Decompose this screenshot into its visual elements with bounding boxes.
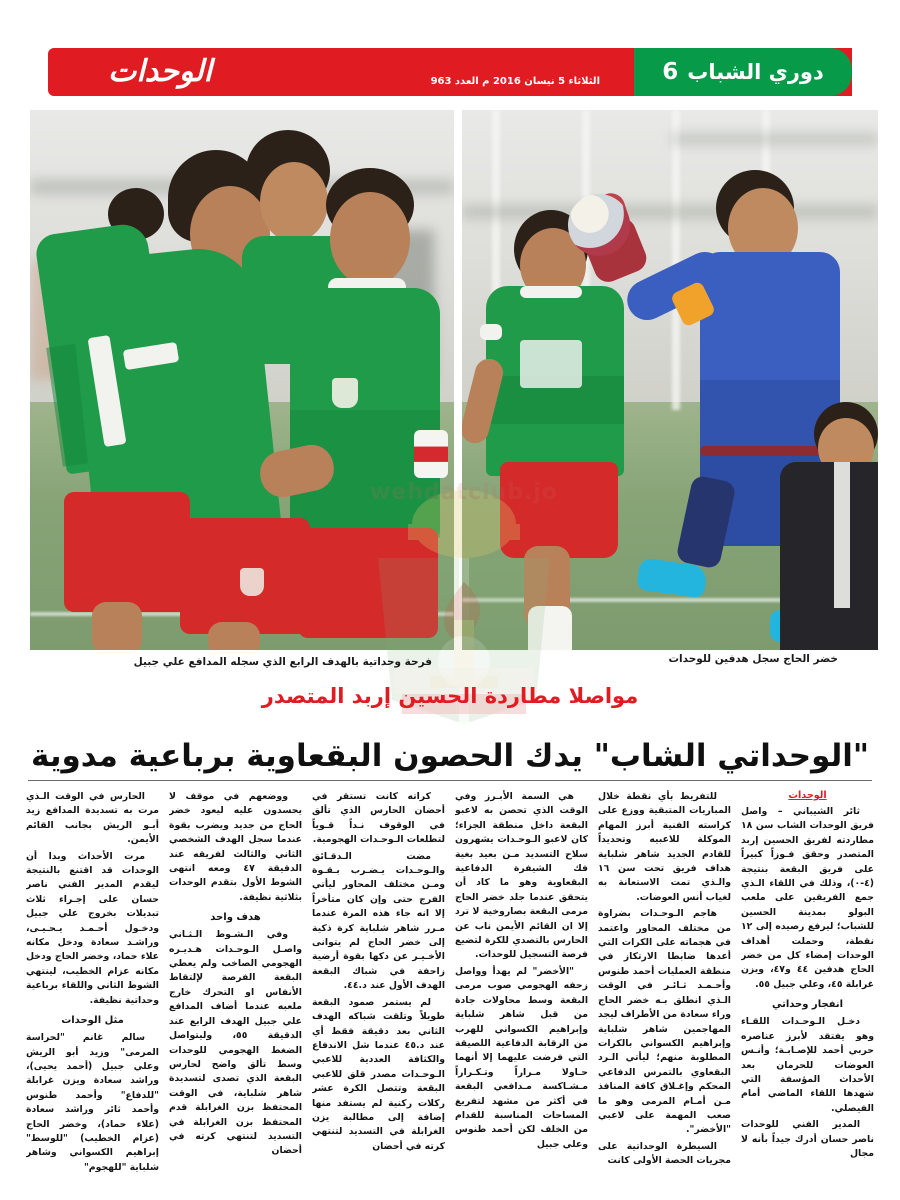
page-title: "الوحداتي الشاب" يدك الحصون البقعاوية برباعية مدوية xyxy=(31,737,869,774)
article-column xyxy=(312,790,445,1200)
background-player-shorts xyxy=(780,608,878,650)
club-crest xyxy=(240,568,264,596)
article-dateline: الوحدات xyxy=(788,790,827,801)
article-paragraph: هي السمة الأبـرز وفي الوقت الذي تحصن به لاعبو البقعة داخل منطقة الجزاء؛ كان لاعبو الـوحـدات يشهرون سلاح التسديد مـن بعيد بغية فك الشيفرة الدفاعية البقعاوية وهو ما كاد أن يتحقق عندما جلد خضر الحاج مرمى البقعة بصاروخية لا ترد إلا ان القائم الأيمن ناب عن الحارس بالتصدي للكرة لتضيع فرصة التسجيل للوحدات. xyxy=(455,791,588,961)
captain-armband xyxy=(414,430,448,478)
player-sleeve-trim xyxy=(480,324,502,340)
article-column xyxy=(169,790,302,1200)
article-paragraph: وفي الـشـوط الـثـاني واصـل الـوحـدات هـديـره الهجومي الصاخب ولم يعطي البقعة الفرصة لإلتقاط الأنفاس او التحرك خارج ملعبه عندما أضاف المدافع علي جبيل الهدف الرابع عند الدقيقة ٥٥، وليتواصل الضغط الهجومي للوحدات وسط تألق واضح لحارس البقعة الذي تصدى لتسديدة شاهر شلباية، في الوقت المحتفظ بزن الغرابلة قدم المحتفظ بزن الغرابلة في التسديد لتنتهي كرته في أحضان xyxy=(169,929,302,1157)
article-paragraph: للتفريط بأي نقطة خلال المباريات المتبقية ووزع على كراسته الفنية أبرز المهام الموكلة للاعبيه وتحديداً للقادم الجديد شاهر شلباية هداف فريق تحت سن ١٦ والـذي تمت الاستعانة به لغياب أنس العوضات. xyxy=(598,791,731,903)
issue-date-line: الثلاثاء 5 نيسان 2016 م العدد 963 xyxy=(430,76,600,87)
article-paragraph: ووضعهم في موقف لا يحسدون عليه ليعود خضر الحاج من جديد ويضرب بقوة عندما سجل الهدف الشخصي الثاني والثالث لفريقه عند الدقيقة ٤٧ ومعه انتهى الشوط الأول بتقدم الوحدات بثلاثية نظيفة. xyxy=(169,791,302,903)
player-collar xyxy=(520,286,582,298)
football xyxy=(568,194,630,256)
sponsor-logo-zain xyxy=(520,340,582,388)
article-paragraph: هاجم الـوحـدات بضراوة من مختلف المحاور واعتمد في هجماته على الكرات التي أعدها ضابطا الارتكاز في منطقة العمليات أحمد طنوس وأحـمـد ثـائـر في الوقت الـذي انطلق بـه خضر الحاج وراء سعادة من الأطراف ليجد المهاجمين شاهر شلباية وإبراهيم الكسواني بالكرات المطلوبة منهم؛ ليأتي الـرد البقعاوي بالتمرس الدفاعي المحكم وإغـلاق كافة المنافذ مـن أمـام المرمى وهو ما صعب المهمة على لاعبي "الأخضر". xyxy=(598,908,731,1136)
player-face xyxy=(260,162,328,242)
article-paragraph: ثائر الشيباني – واصل فريق الوحدات الشاب سن ١٨ مطاردته لفريق الحسين إربد المتصدر وحقق فـوزاً كبيراً على فريق البقعة بنتيجة (٤-٠)، وذلك في اللقاء الـذي جمع الفريقين على ملعب البولو بمدينة الحسين للشباب؛ ليرفع رصيده إلى ١٢ نقطة، وحملت أهداف الوحدات إمضاء كل من خضر الحاج هدفين ٤٤ و٤٧، ويزن غرابلة ٤٥، وعلي جبيل ٥٥. xyxy=(741,806,874,990)
article-paragraph: المدير الفني للوحدات ناصر حسان أدرك جيداً بأنه لا مجال xyxy=(741,1119,874,1159)
section-title: دوري الشباب xyxy=(687,59,824,84)
page-number: 6 xyxy=(662,58,679,85)
masthead xyxy=(48,48,852,96)
article-column xyxy=(598,790,731,1200)
article-paragraph: دخـل الـوحـدات اللقـاء وهو يفتقد لأبرز عناصره حربي أحمد للإصـابـة؛ وأنـس العوضات للحرمان بعد الأحداث المؤسفة التي شهدها اللقاء الماضي أمام الفيصلي. xyxy=(741,1016,874,1114)
player-face xyxy=(330,192,410,286)
player-leg xyxy=(208,622,260,650)
article-paragraph: سالم غانم "لحراسة المرمى" وزيد أبو الريش وعلي جبيل (أحمد يحيى)، وراشد سعادة ويزن غرابلة "للدفاع" وأحمد طنوس وأحمد ثائر وراشد سعادة (علاء حماد)، وخضر الحاج (عزام الخطيب) "للوسط" إبراهيم الكسواني وشاهر شلباية "للهجوم" xyxy=(26,1032,159,1173)
article-subheading: هدف واحد xyxy=(210,912,261,924)
article-paragraph: لم يستمر صمود البقعة طويلاً وتلقت شباكه الهدف الثاني بعد دقيقة فقط أي عند د.٤٥ عندما شل الاندفاع والكثافة العددية للاعبي الـوحـدات مصدر قلق للاعبي البقعة وتتصل الكرة عشر ركلات ركنية لم يستفد منها إضافة إلى مطالبة يزن الغرابلة في التسديد لتنتهي كرته في أحضان xyxy=(312,996,445,1152)
article-paragraph: كراته كانت تستقر في أحضان الحارس الذي تألق في الوقوف نـداً قـوياً لتطلعات الـوحـدات الهجومية. xyxy=(312,791,445,846)
article-subheading: مثل الوحدات xyxy=(61,1015,124,1027)
player-shorts-red xyxy=(298,528,438,638)
photo-caption-left: فرحة وحداتية بالهدف الرابع الذي سجله المدافع علي جبيل xyxy=(133,656,432,668)
article-paragraph: "الأخضر" لم يهدأ وواصل زحفه الهجومي صوب مرمى البقعة وسط محاولات جادة من قبل شاهر شلباية وإبراهيم الكسواني للهرب من الرقابة الدفاعية اللصيقة التي فرضت عليهما إلا أنهما حـاولا مـراراً وتـكـراراً مـشـاكسة مـدافعي البقعة في أكثر من مشهد لتفريغ المساحات المناسبة للقدام من الخلف لكن أحمد طنوس وعلي جبيل xyxy=(455,965,588,1150)
article-paragraph: مرت الأحداث وبدا أن الوحدات قد اقتنع بالنتيجة ليقدم المدير الفني ناصر حسان على إجـراء ثلاث تبديلات بخروج علي جبيل ودخـول أحـمـد يـحـيـى، وراشـد سعادة ودخل مكانه علاء حماد، وخضر الحاج ودخل مكانه عزام الخطيب، لينتهي الشوط الثاني واللقاء برباعية وحداتية نظيفة. xyxy=(26,850,159,1006)
article-column xyxy=(741,790,874,1200)
player-shorts-red xyxy=(64,492,190,612)
photo-caption-right: خضر الحاج سجل هدفين للوحدات xyxy=(668,653,838,665)
article-subheading: انفجار وحداتي xyxy=(771,999,844,1011)
player-leg xyxy=(92,602,142,650)
stadium-post xyxy=(672,110,680,410)
article-columns xyxy=(26,790,874,1200)
article-column xyxy=(26,790,159,1200)
headline-kicker: مواصلا مطاردة الحسين إربد المتصدر xyxy=(261,684,639,708)
paper-name: الوحدات xyxy=(108,54,212,89)
photo-goal-celebration xyxy=(30,110,454,650)
player-sock-white xyxy=(528,606,572,650)
article-paragraph: السيطرة الوحداتية على مجريات الحصة الأولى كانت xyxy=(598,1140,731,1167)
headline-rule xyxy=(28,780,872,781)
photo-goalkeeper-save xyxy=(462,110,878,650)
club-crest xyxy=(332,378,358,408)
section-badge xyxy=(634,48,852,96)
article-paragraph: الحارس في الوقت الـذي مرت به تسديدة المدافع زيد أبـو الريش بجانب القائم الأيمن. xyxy=(26,791,159,846)
article-column xyxy=(455,790,588,1200)
stadium-rail xyxy=(672,134,878,144)
player-shorts-red xyxy=(500,462,618,558)
stadium-rail xyxy=(462,206,878,218)
photo-row xyxy=(30,110,878,650)
article-paragraph: مضت الـدقـائق والـوحـدات يـضـرب بـقـوة ومـن مختلف المحاور ليأتي الفرج حتى وإن كان متأخراً إلا انه جاء هذه المرة عندما مـرر شاهر شلباية كرة ذكية إلى خضر الحاج لم يتوانى الأخـيـر عن دكها بقوة أرضية زاحفة في شباك البقعة الهدف الأول عند د.٤٤. xyxy=(312,850,445,992)
